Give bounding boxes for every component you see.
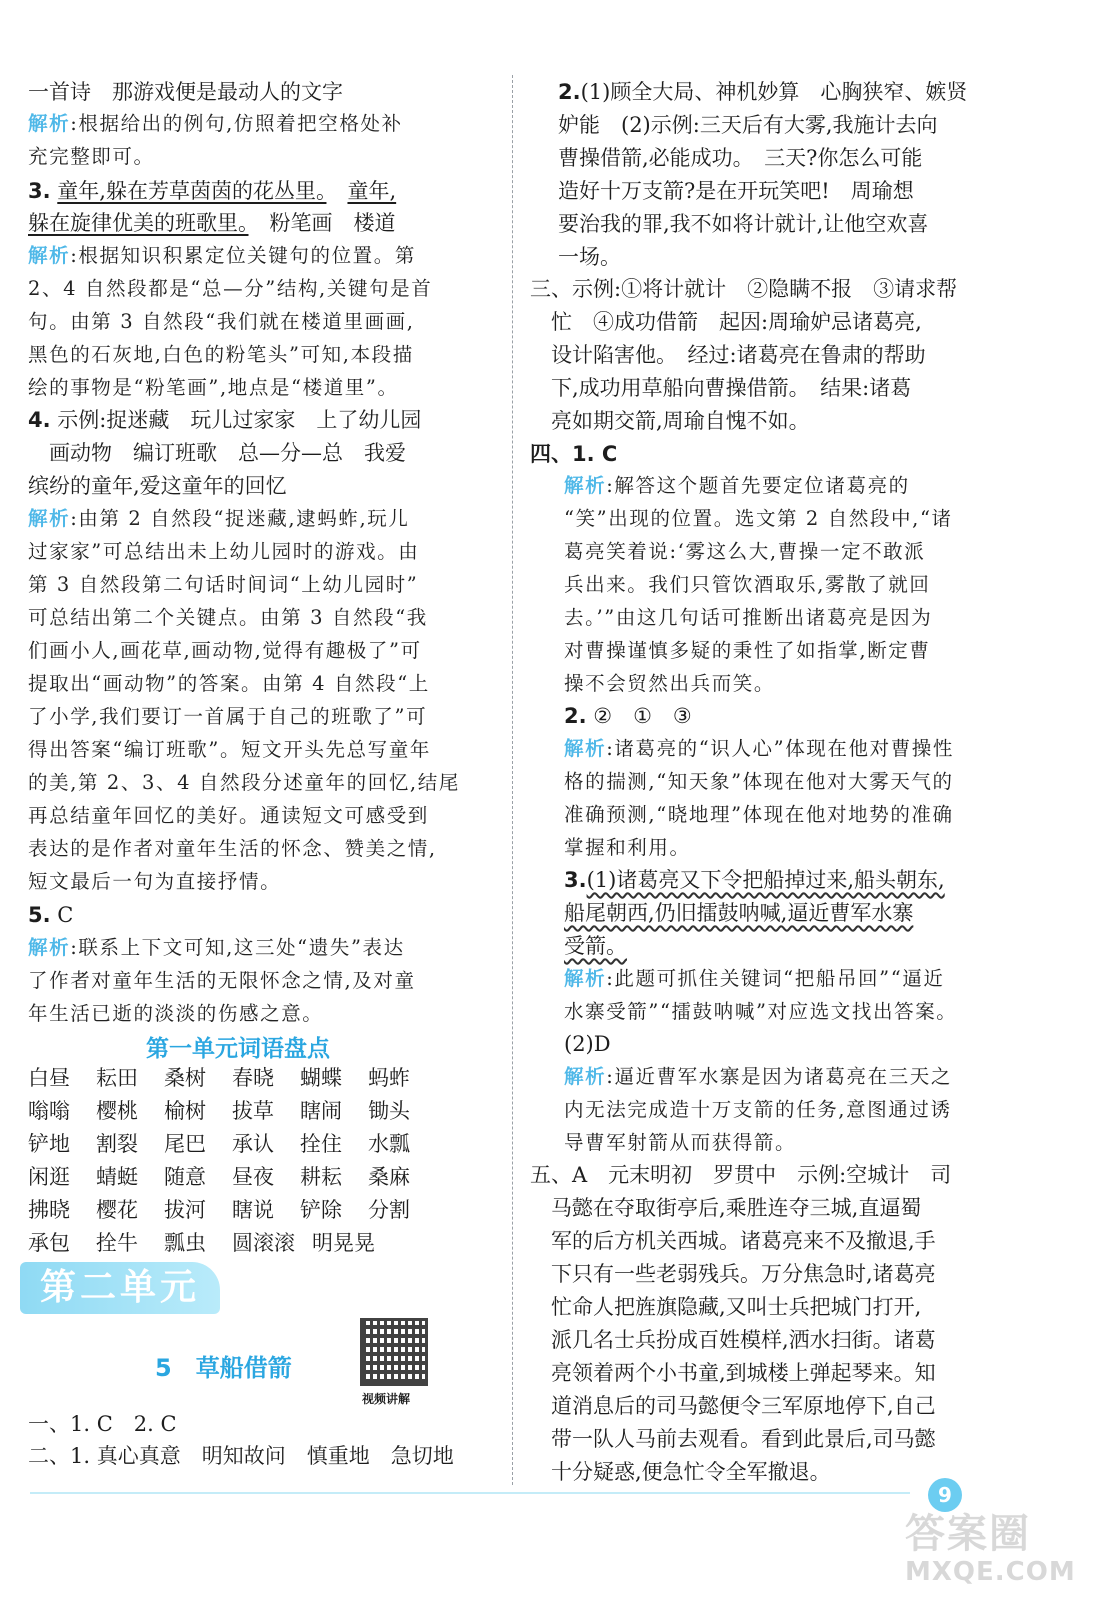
vocab-word: 春晓 [232, 1066, 274, 1090]
vocab-word: 圆滚滚 [232, 1231, 295, 1255]
analysis-text: 导曹军射箭从而获得箭。 [564, 1131, 797, 1154]
analysis-text: :解答这个题首先要定位诸葛亮的 [606, 474, 910, 497]
analysis-tag: 解析 [28, 936, 71, 959]
analysis-block [564, 1063, 952, 1091]
question-3-cont [564, 932, 627, 960]
analysis-text: 格的揣测,“知天象”体现在他对大雾天气的 [564, 770, 954, 793]
vocab-word: 白昼 [28, 1066, 70, 1090]
analysis-tag: 解析 [28, 507, 71, 530]
vocab-word: 割裂 [96, 1132, 138, 1156]
question-2 [564, 702, 692, 730]
question-3-cont [564, 899, 913, 927]
answer-text: ② ① ③ [586, 704, 692, 728]
analysis-text: 掌握和利用。 [564, 836, 691, 859]
vocab-word: 锄头 [368, 1099, 410, 1123]
analysis-tag: 解析 [28, 112, 71, 135]
answer-text: 画动物 编订班歌 总—分—总 我爱 [28, 441, 406, 465]
vocab-word: 桑树 [164, 1066, 206, 1090]
question-3 [28, 177, 396, 205]
vocab-word: 昼夜 [232, 1165, 274, 1189]
analysis-text: 过家家”可总结出未上幼儿园时的游戏。由 [28, 540, 420, 563]
answer-text: 妒能 (2)示例:三天后有大雾,我施计去向 [558, 113, 938, 137]
answer-text: (1)顾全大局、神机妙算 心胸狭窄、嫉贤 [580, 80, 968, 104]
vocab-word: 水瓢 [368, 1132, 410, 1156]
answer-text: 一场。 [558, 245, 621, 269]
question-number: 3. [28, 179, 51, 203]
analysis-tag: 解析 [564, 967, 607, 990]
vocab-word: 蚂蚱 [368, 1066, 410, 1090]
analysis-text: 了小学,我们要订一首属于自己的班歌了”可 [28, 705, 428, 728]
vocab-word: 尾巴 [164, 1132, 206, 1156]
column-divider [512, 75, 513, 1485]
vocab-word: 拔草 [232, 1099, 274, 1123]
unit-banner: 第二单元 [20, 1262, 220, 1314]
vocab-word: 承认 [232, 1132, 274, 1156]
vocab-word: 耕耘 [300, 1165, 342, 1189]
analysis-text: :此题可抓住关键词“把船吊回”“逼近 [606, 967, 945, 990]
qr-label: 视频讲解 [362, 1392, 411, 1406]
answer-line: 一首诗 那游戏便是最动人的文字 [28, 80, 343, 104]
analysis-text: 兵出来。我们只管饮酒取乐,雾散了就回 [564, 573, 931, 596]
analysis-block [564, 965, 944, 993]
analysis-text: :诸葛亮的“识人心”体现在他对曹操性 [606, 737, 955, 760]
question-3 [564, 866, 945, 894]
wavy-underlined-answer: 船尾朝西,仍旧擂鼓呐喊,逼近曹军水寨 [564, 901, 914, 925]
analysis-text: 可总结出第二个关键点。由第 3 自然段“我 [28, 606, 428, 629]
section-5-line: 五、A 元末明初 罗贯中 示例:空城计 司 [530, 1163, 952, 1187]
question-number: 2. [564, 704, 587, 728]
analysis-block [28, 505, 409, 533]
analysis-text: :由第 2 自然段“捉迷藏,逮蚂蚱,玩儿 [70, 507, 410, 530]
vocab-row [28, 1229, 392, 1257]
section-3-line: 设计陷害他。 经过:诸葛亮在鲁肃的帮助 [530, 343, 926, 367]
underlined-answer: 童年,躲在芳草茵茵的花丛里。 [57, 179, 327, 203]
analysis-text: 年生活已逝的淡淡的伤感之意。 [28, 1002, 324, 1025]
answer-text: 示例:捉迷藏 玩儿过家家 上了幼儿园 [57, 408, 422, 432]
analysis-text: 充完整即可。 [28, 145, 155, 168]
analysis-text: 们画小人,画花草,画动物,觉得有趣极了”可 [28, 639, 422, 662]
section-5-line: 十分疑惑,便急忙令全军撤退。 [530, 1460, 831, 1484]
question-number: 3. [564, 868, 587, 892]
vocab-row [28, 1163, 436, 1191]
section-4-q1: 四、1. C [530, 442, 618, 466]
analysis-text: 短文最后一句为直接抒情。 [28, 870, 282, 893]
analysis-text: :根据知识积累定位关键句的位置。第 [70, 244, 416, 267]
vocab-word: 闲逛 [28, 1165, 70, 1189]
answer-text: C [50, 903, 74, 927]
vocab-word: 蝴蝶 [300, 1066, 342, 1090]
section-5-line: 下只有一些老弱残兵。万分焦急时,诸葛亮 [530, 1262, 936, 1286]
qr-code-icon[interactable] [360, 1318, 428, 1386]
analysis-tag: 解析 [28, 244, 71, 267]
underlined-answer: 躲在旋律优美的班歌里。 [28, 211, 249, 235]
vocab-word: 拴住 [300, 1132, 342, 1156]
vocab-word: 随意 [164, 1165, 206, 1189]
page-number: 9 [928, 1478, 962, 1512]
section-5-line: 带一队人马前去观看。看到此景后,司马懿 [530, 1427, 936, 1451]
vocab-word: 瓢虫 [164, 1231, 206, 1255]
analysis-text: 了作者对童年生活的无限怀念之情,及对童 [28, 969, 416, 992]
analysis-text: 绘的事物是“粉笔画”,地点是“楼道里”。 [28, 376, 399, 399]
vocab-word: 分割 [368, 1198, 410, 1222]
analysis-tag: 解析 [564, 737, 607, 760]
analysis-tag: 解析 [564, 1065, 607, 1088]
vocab-word: 瞎说 [232, 1198, 274, 1222]
analysis-block [28, 934, 405, 962]
vocab-word: 耘田 [96, 1066, 138, 1090]
answer-text: 曹操借箭,必能成功。 三天?你怎么可能 [558, 146, 923, 170]
analysis-text: 内无法完成造十万支箭的任务,意图通过诱 [564, 1098, 952, 1121]
analysis-block [28, 242, 416, 270]
section-5-line: 马懿在夺取街亭后,乘胜连夺三城,直逼蜀 [530, 1196, 922, 1220]
vocab-word: 明晃晃 [312, 1231, 375, 1255]
analysis-text: 葛亮笑着说:‘雾这么大,曹操一定不敢派 [564, 540, 926, 563]
analysis-text: :联系上下文可知,这三处“遗失”表达 [70, 936, 405, 959]
vocab-word: 桑麻 [368, 1165, 410, 1189]
underlined-answer: 童年, [347, 179, 397, 203]
question-4 [28, 406, 421, 434]
wavy-underlined-answer: (1)诸葛亮又下令把船掉过来,船头朝东, [586, 868, 945, 892]
answer-text: 造好十万支箭?是在开玩笑吧! 周瑜想 [558, 179, 914, 203]
analysis-text: 对曹操谨慎多疑的秉性了如指掌,断定曹 [564, 639, 931, 662]
vocab-word: 拴牛 [96, 1231, 138, 1255]
analysis-text: :逼近曹军水寨是因为诸葛亮在三天之 [606, 1065, 952, 1088]
question-2 [558, 78, 967, 106]
section-5-line: 派几名士兵扮成百姓模样,洒水扫街。诸葛 [530, 1328, 936, 1352]
analysis-text: :根据给出的例句,仿照着把空格处补 [70, 112, 403, 135]
wavy-underlined-answer: 受箭。 [564, 934, 627, 958]
vocab-word: 樱桃 [96, 1099, 138, 1123]
section-5-line: 军的后方机关西城。诸葛亮来不及撤退,手 [530, 1229, 936, 1253]
vocab-row [28, 1097, 436, 1125]
question-number: 2. [558, 80, 581, 104]
answer-line: 二、1. 真心真意 明知故问 慎重地 急切地 [28, 1444, 454, 1468]
vocab-word: 瞎闹 [300, 1099, 342, 1123]
vocab-row [28, 1064, 436, 1092]
analysis-text: 再总结童年回忆的美好。通读短文可感受到 [28, 804, 429, 827]
answer-text: 缤纷的童年,爱这童年的回忆 [28, 474, 287, 498]
vocab-word: 铲地 [28, 1132, 70, 1156]
vocab-section-title: 第一单元词语盘点 [146, 1036, 330, 1062]
answer-line: 一、1. C 2. C [28, 1412, 177, 1436]
vocab-row [28, 1196, 436, 1224]
lesson-title: 5 草船借箭 [155, 1354, 292, 1382]
analysis-text: 表达的是作者对童年生活的怀念、赞美之情, [28, 837, 437, 860]
vocab-word: 拂晓 [28, 1198, 70, 1222]
analysis-block [28, 110, 403, 138]
section-5-line: 忙命人把旌旗隐藏,又叫士兵把城门打开, [530, 1295, 922, 1319]
vocab-word: 蜻蜓 [96, 1165, 138, 1189]
analysis-text: “笑”出现的位置。选文第 2 自然段中,“诸 [564, 507, 953, 530]
analysis-text: 操不会贸然出兵而笑。 [564, 672, 776, 695]
answer-text: 粉笔画 楼道 [248, 211, 396, 235]
watermark-logo: 答案圈 [905, 1511, 1031, 1557]
analysis-block [564, 472, 910, 500]
vocab-word: 承包 [28, 1231, 70, 1255]
question-3-cont [28, 209, 396, 237]
vocab-word: 樱花 [96, 1198, 138, 1222]
analysis-text: 句。由第 3 自然段“我们就在楼道里画画, [28, 310, 415, 333]
section-3-line: 亮如期交箭,周瑜自愧不如。 [530, 409, 810, 433]
analysis-block [564, 735, 954, 763]
answer-text: (2)D [564, 1032, 611, 1056]
vocab-word: 铲除 [300, 1198, 342, 1222]
section-3-line: 忙 ④成功借箭 起因:周瑜妒忌诸葛亮, [530, 310, 922, 334]
analysis-text: 第 3 自然段第二句话时间词“上幼儿园时” [28, 573, 419, 596]
section-5-line: 亮领着两个小书童,到城楼上弹起琴来。知 [530, 1361, 936, 1385]
watermark [905, 1510, 1090, 1590]
answer-text: 要治我的罪,我不如将计就计,让他空欢喜 [558, 212, 929, 236]
watermark-url: MXQE.COM [905, 1557, 1076, 1587]
section-3-line: 三、示例:①将计就计 ②隐瞒不报 ③请求帮 [530, 277, 958, 301]
analysis-text: 去。’”由这几句话可推断出诸葛亮是因为 [564, 606, 933, 629]
vocab-row [28, 1130, 436, 1158]
footer-line [30, 1492, 910, 1494]
vocab-word: 嗡嗡 [28, 1099, 70, 1123]
analysis-text: 得出答案“编订班歌”。短文开头先总写童年 [28, 738, 431, 761]
question-5 [28, 901, 73, 929]
analysis-text: 黑色的石灰地,白色的粉笔头”可知,本段描 [28, 343, 414, 366]
question-number: 4. [28, 408, 51, 432]
analysis-text: 准确预测,“晓地理”体现在他对地势的准确 [564, 803, 954, 826]
vocab-word: 榆树 [164, 1099, 206, 1123]
analysis-text: 2、4 自然段都是“总—分”结构,关键句是首 [28, 277, 433, 300]
analysis-text: 水寨受箭”“擂鼓呐喊”对应选文找出答案。 [564, 1000, 958, 1023]
analysis-tag: 解析 [564, 474, 607, 497]
section-3-line: 下,成功用草船向曹操借箭。 结果:诸葛 [530, 376, 912, 400]
section-5-line: 道消息后的司马懿便令三军原地停下,自己 [530, 1394, 936, 1418]
vocab-word: 拔河 [164, 1198, 206, 1222]
question-number: 5. [28, 903, 51, 927]
analysis-text: 提取出“画动物”的答案。由第 4 自然段“上 [28, 672, 430, 695]
analysis-text: 的美,第 2、3、4 自然段分述童年的回忆,结尾 [28, 771, 460, 794]
